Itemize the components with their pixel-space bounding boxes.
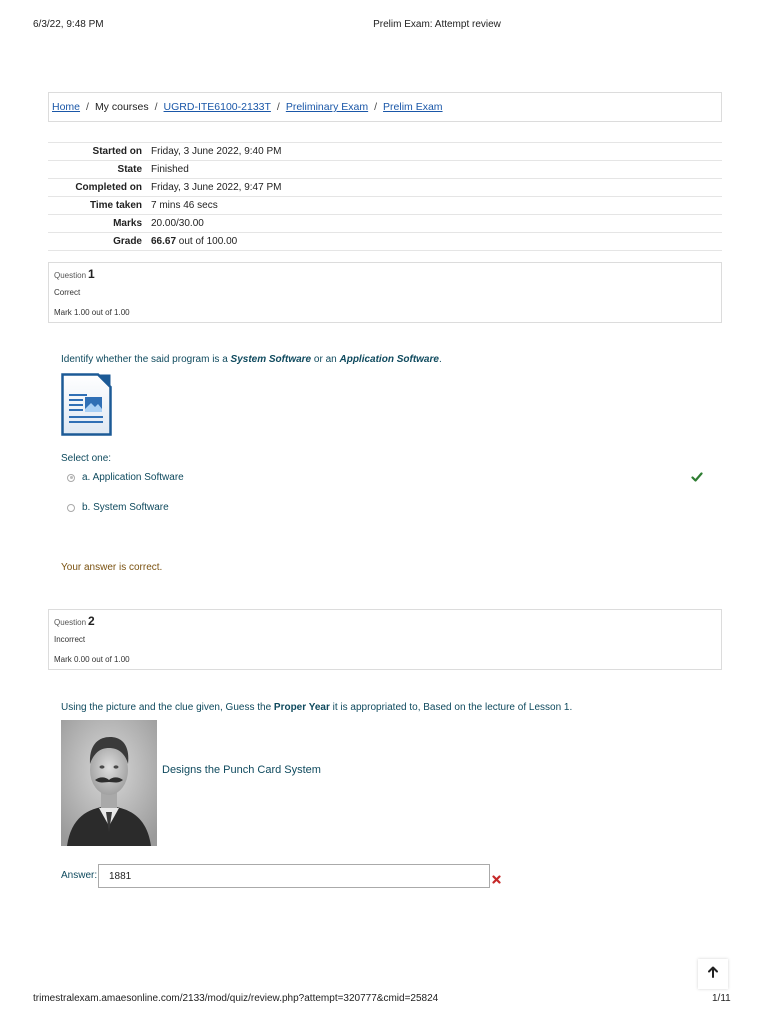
answer-label: Answer: [61, 870, 98, 881]
feedback-correct: Your answer is correct. [61, 562, 163, 573]
summary-key: Marks [48, 215, 147, 233]
summary-key: Started on [48, 143, 147, 161]
breadcrumb-course-link[interactable]: UGRD-ITE6100-2133T [163, 101, 271, 113]
summary-value: Finished [147, 161, 722, 179]
breadcrumb-home-link[interactable]: Home [52, 101, 81, 113]
question-1-text [61, 354, 442, 365]
check-icon [691, 470, 703, 482]
summary-row-state [48, 161, 722, 179]
summary-key: State [48, 161, 147, 179]
back-to-top-button[interactable] [698, 959, 728, 989]
question-text-emphasis: Proper Year [273, 702, 330, 713]
summary-value [147, 233, 722, 251]
breadcrumb-my-courses: My courses [94, 101, 149, 113]
question-text-part: . [438, 354, 442, 365]
option-label: b. System Software [82, 502, 169, 513]
print-title: Prelim Exam: Attempt review [373, 19, 501, 30]
breadcrumb-separator: / [86, 101, 89, 113]
breadcrumb-quiz-link[interactable]: Prelim Exam [383, 101, 443, 113]
question-number-value: 1 [88, 267, 95, 281]
question-text-emphasis: Application Software [339, 354, 439, 365]
summary-row-time-taken [48, 197, 722, 215]
summary-value: Friday, 3 June 2022, 9:40 PM [147, 143, 722, 161]
breadcrumb-separator: / [276, 101, 280, 113]
summary-row-grade [48, 233, 722, 251]
breadcrumb-separator: / [154, 101, 158, 113]
question-state: Incorrect [54, 635, 86, 644]
option-label: a. Application Software [82, 472, 184, 483]
summary-row-completed [48, 179, 722, 197]
question-state: Correct [54, 288, 81, 297]
arrow-up-icon [707, 965, 719, 983]
question-1-info [48, 262, 722, 323]
question-2-info [48, 609, 722, 670]
print-footer-url: trimestralexam.amaesonline.com/2133/mod/quiz/review.php?attempt=320777&cmid=25824 [33, 993, 439, 1004]
question-2-text [61, 702, 572, 713]
attempt-summary-table [48, 142, 722, 251]
question-text-part: or an [311, 354, 340, 365]
question-text-part: it is appropriated to, Based on the lecture of Lesson 1. [329, 702, 573, 713]
summary-key: Completed on [48, 179, 147, 197]
summary-key: Grade [48, 233, 147, 251]
answer-input[interactable]: 1881 [98, 864, 490, 888]
question-mark: Mark 0.00 out of 1.00 [54, 655, 130, 664]
summary-row-started [48, 143, 722, 161]
question-mark: Mark 1.00 out of 1.00 [54, 308, 130, 317]
summary-value: Friday, 3 June 2022, 9:47 PM [147, 179, 722, 197]
writer-document-icon [61, 373, 112, 436]
select-one-prompt: Select one: [61, 453, 112, 464]
breadcrumb-separator: / [374, 101, 378, 113]
print-page-number: 1/11 [712, 993, 731, 1004]
radio-unselected[interactable] [67, 504, 75, 512]
grade-out-of: out of 100.00 [176, 236, 238, 247]
question-number-value: 2 [88, 614, 95, 628]
summary-value: 7 mins 46 secs [147, 197, 722, 215]
grade-value: 66.67 [151, 236, 177, 247]
question-label: Question [54, 618, 87, 627]
question-text-emphasis: System Software [230, 354, 312, 365]
summary-key: Time taken [48, 197, 147, 215]
print-datetime: 6/3/22, 9:48 PM [33, 19, 104, 30]
summary-value: 20.00/30.00 [147, 215, 722, 233]
summary-row-marks [48, 215, 722, 233]
question-number [54, 614, 95, 628]
question-number [54, 267, 95, 281]
question-label: Question [54, 271, 87, 280]
radio-selected[interactable] [67, 474, 75, 482]
portrait-photo [61, 720, 157, 846]
breadcrumb [48, 92, 722, 122]
cross-icon [492, 871, 501, 880]
option-a[interactable] [67, 472, 184, 483]
option-b[interactable] [67, 502, 169, 513]
question-text-part: Using the picture and the clue given, Guess the [61, 702, 274, 713]
breadcrumb-section-link[interactable]: Preliminary Exam [285, 101, 369, 113]
question-text-part: Identify whether the said program is a [61, 354, 231, 365]
clue-caption: Designs the Punch Card System [162, 764, 321, 776]
